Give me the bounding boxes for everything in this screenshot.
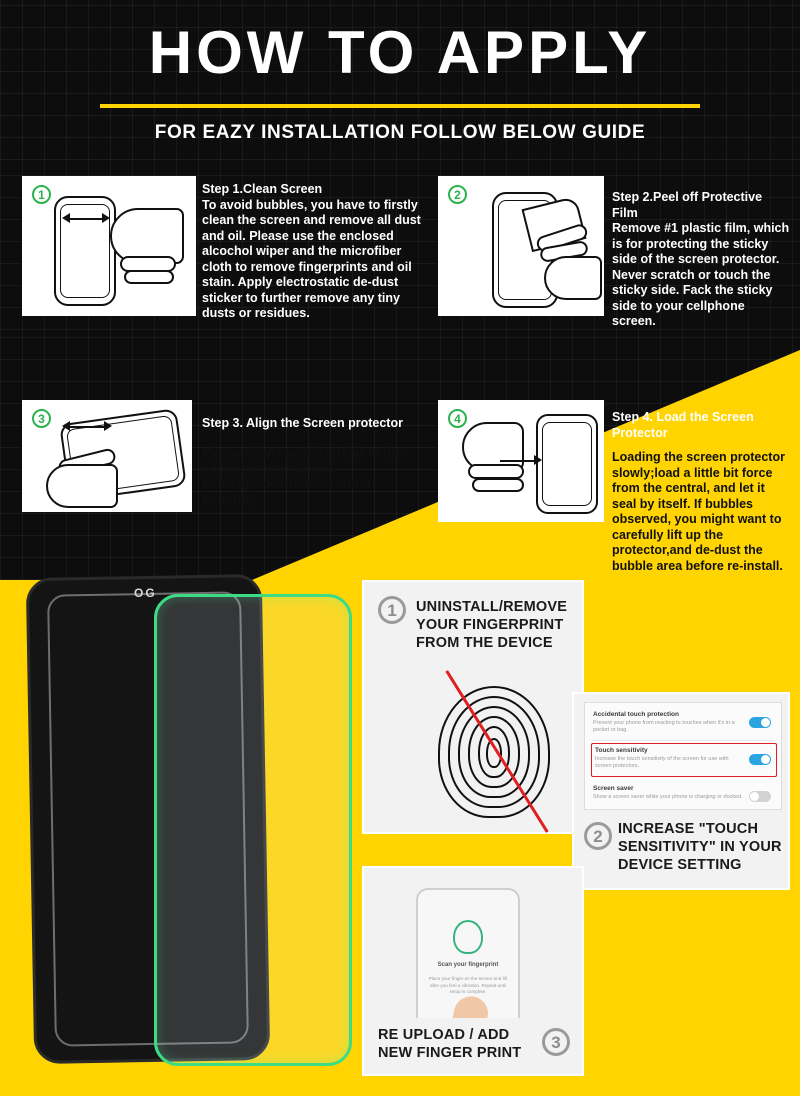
fingerprint-uninstall-card: [362, 580, 584, 834]
phone-in-hand-illustration: [364, 868, 582, 1018]
press-arrow-line: [500, 460, 536, 462]
fingerprint-icon: [434, 682, 554, 822]
step-2-text: [612, 190, 790, 330]
fingerprint-step-1-text: UNINSTALL/REMOVE YOUR FINGERPRINT FROM THE DEVICE: [416, 599, 568, 651]
hand-shape: [46, 464, 118, 508]
step-1-badge: 1: [32, 185, 51, 204]
settings-divider: [591, 739, 775, 741]
hand-finger: [124, 270, 174, 284]
settings-row-1-toggle[interactable]: [749, 717, 771, 728]
step-4-body-text: [612, 450, 792, 574]
fingerprint-step-3-number: 3: [542, 1028, 570, 1056]
page-subtitle: FOR EAZY INSTALLATION FOLLOW BELOW GUIDE: [154, 122, 646, 143]
step-1-illustration: [22, 176, 196, 316]
fingerprint-step-2-text: INCREASE "TOUCH SENSITIVITY" IN YOUR DEVICE SETTING: [618, 821, 782, 873]
align-arrow-line: [70, 426, 104, 428]
step-4-title-text: [612, 410, 792, 441]
settings-row-1-title: Accidental touch protection: [593, 711, 679, 718]
step-1-text: [202, 182, 430, 322]
align-arrow-left: [62, 421, 70, 431]
step-1-body: To avoid bubbles, you have to firstly clean the screen and remove all dust and oil. Please use the enclosed alcochol wiper and the microfiber cloth to remove fingerprints and oil stain. Apply electrostatic de-dust sticker to further remove any tiny dusts or residues.: [202, 197, 421, 320]
step-2-title: Step 2.Peel off Protective Film: [612, 190, 763, 220]
step-4-badge: 4: [448, 409, 467, 428]
page-title: HOW TO APPLY: [148, 19, 652, 86]
settings-row-3-desc: Show a screen saver while your phone is charging or docked.: [593, 794, 743, 800]
fingerprint-scan-icon: [453, 920, 483, 954]
step-4-illustration: [438, 400, 604, 522]
step-2-body: Remove #1 plastic film, which is for protecting the sticky side of the screen protector. Never scratch or touch the sticky side. Fack the sticky side to your cellphone screen.: [612, 221, 790, 328]
step-4-title: Step 4. Load the Screen Protector: [612, 410, 754, 440]
settings-row-3-toggle[interactable]: [749, 791, 771, 802]
product-image: [22, 576, 352, 1076]
fingerprint-step-2-number: 2: [584, 822, 612, 850]
phone-screen: [542, 422, 592, 506]
press-arrow-head: [534, 455, 542, 465]
touch-sensitivity-card: [572, 692, 790, 890]
step-3-title-text: [202, 416, 412, 432]
fingerprint-step-3-text: RE UPLOAD / ADD NEW FINGER PRINT: [378, 1027, 522, 1061]
poster-header: [0, 0, 800, 160]
pressing-finger: [468, 464, 524, 479]
align-arrow-right: [104, 421, 112, 431]
step-2-badge: 2: [448, 185, 467, 204]
settings-row-1-desc: Prevent your phone from reacting to touches when it's in a pocket or bag.: [593, 720, 735, 733]
wipe-arrow-right: [102, 213, 110, 223]
phone-card-body: Place your finger on the sensor and lift after you feel a vibration. Repeat until setup is complete.: [428, 976, 508, 994]
settings-row-2-desc: Increase the touch sensitivity of the screen for use with screen protectors.: [595, 756, 729, 769]
settings-row-3-title: Screen saver: [593, 785, 634, 792]
step-3-body: Please align carefully (refer to the edges,cutouts,camera holes,speaker holes, control buttons).: [202, 446, 403, 507]
step-3-illustration: [22, 400, 192, 512]
title-divider: [100, 104, 700, 108]
hand-shape: [544, 256, 602, 300]
phone-card-title: Scan your fingerprint: [437, 962, 499, 968]
settings-screenshot: [584, 702, 782, 810]
step-2-illustration: [438, 176, 604, 316]
product-og-label: OG: [134, 586, 157, 600]
reupload-fingerprint-card: [362, 866, 584, 1076]
step-1-title: Step 1.Clean Screen: [202, 182, 323, 196]
step-3-body-text: [202, 446, 412, 508]
step-3-badge: 3: [32, 409, 51, 428]
fingerprint-step-1-number: 1: [378, 596, 406, 624]
pressing-finger: [472, 478, 524, 492]
step-3-title: Step 3. Align the Screen protector: [202, 416, 403, 430]
wipe-arrow-left: [62, 213, 70, 223]
product-front-glass: [154, 594, 352, 1066]
settings-row-2-toggle[interactable]: [749, 754, 771, 765]
wipe-arrow-line: [70, 218, 102, 220]
settings-row-2-title: Touch sensitivity: [595, 747, 648, 754]
step-4-body: Loading the screen protector slowly;load a little bit force from the central, and let it seal by itself. If bubbles observed, you might want to carefully lift up the protector,and de-dust the bubble area before re-install.: [612, 450, 785, 573]
